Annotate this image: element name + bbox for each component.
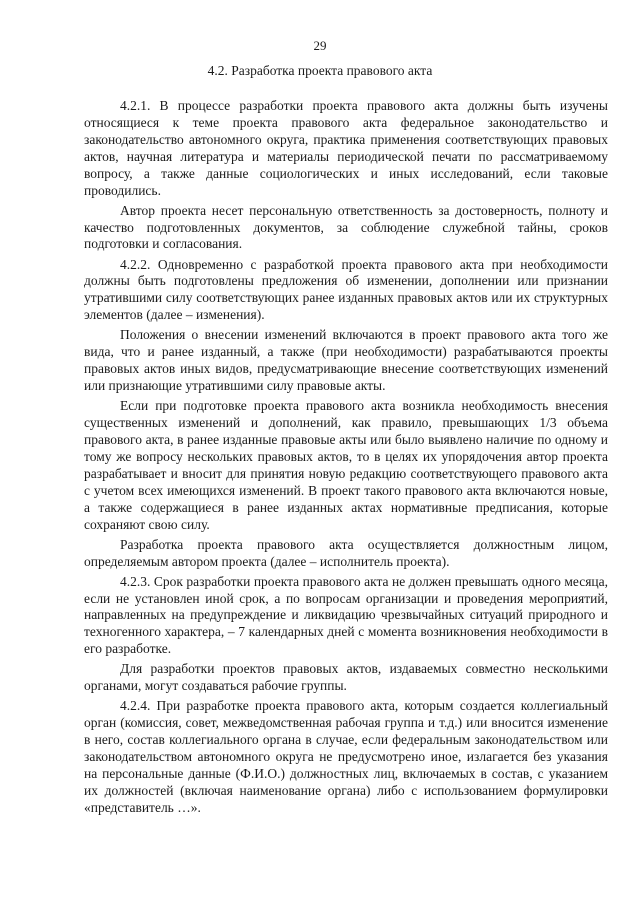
- paragraph-4-2-4: 4.2.4. При разработке проекта правового акта, которым создается коллегиальный орган (комиссия, совет, межведомственная рабочая группа и т.д.) или вносится изменение в него, состав коллегиального органа в случае, если федеральным законодательством или законодательством автономного округа не предусмотрено иное, излагается без указания на персональные данные (Ф.И.О.) должностных лиц, включаемых в состав, с указанием их должностей (включая наименование органа) либо с использованием формулировки «представитель …».: [84, 698, 608, 815]
- page-number: 29: [313, 38, 327, 53]
- paragraph-amendment-provisions: Положения о внесении изменений включаются в проект правового акта того же вида, что и ранее изданный, а также (при необходимости) разрабатываются проекты правовых актов иных видов, предусматривающие внесение соответствующих изменений или признающие утратившими силу правовые акты.: [84, 327, 608, 394]
- document-body: [84, 98, 608, 820]
- paragraph-author-responsibility: Автор проекта несет персональную ответственность за достоверность, полноту и качество подготовленных документов, за соблюдение служебной тайны, сроков подготовки и согласования.: [84, 202, 608, 252]
- paragraph-4-2-3: 4.2.3. Срок разработки проекта правового акта не должен превышать одного месяца, если не установлен иной срок, а по вопросам организации и проведения мероприятий, направленных на предупреждение и ликвидацию чрезвычайных ситуаций природного и техногенного характера, – 7 календарных дней с момента возникновения необходимости в его разработке.: [84, 573, 608, 657]
- section-title: 4.2. Разработка проекта правового акта: [207, 63, 433, 78]
- paragraph-4-2-1: 4.2.1. В процессе разработки проекта правового акта должны быть изучены относящиеся к теме проекта правового акта федеральное законодательство и законодательство автономного округа, практика применения соответствующих правовых актов, научная литература и материалы периодической печати по рассматриваемому вопросу, а также данные социологических и иных исследований, если таковые проводились.: [84, 98, 608, 198]
- paragraph-4-2-2: 4.2.2. Одновременно с разработкой проекта правового акта при необходимости должны быть подготовлены предложения об изменении, дополнении или признании утратившими силу соответствующих ранее изданных правовых актов или их структурных элементов (далее – изменения).: [84, 256, 608, 323]
- paragraph-working-groups: Для разработки проектов правовых актов, издаваемых совместно несколькими органами, могут создаваться рабочие группы.: [84, 661, 608, 694]
- paragraph-executor: Разработка проекта правового акта осуществляется должностным лицом, определяемым автором проекта (далее – исполнитель проекта).: [84, 536, 608, 569]
- paragraph-new-edition: Если при подготовке проекта правового акта возникла необходимость внесения существенных изменений и дополнений, как правило, превышающих 1/3 объема правового акта, в ранее изданные правовые акты или было выявлено наличие по одному и тому же вопросу нескольких правовых актов, то в целях их упорядочения автор проекта разрабатывает и вносит для принятия новую редакцию соответствующего правового акта с учетом всех имеющихся изменений. В проект такого правового акта включаются новые, а также содержащиеся в ранее изданных актах нормативные предписания, которые сохраняют свою силу.: [84, 398, 608, 532]
